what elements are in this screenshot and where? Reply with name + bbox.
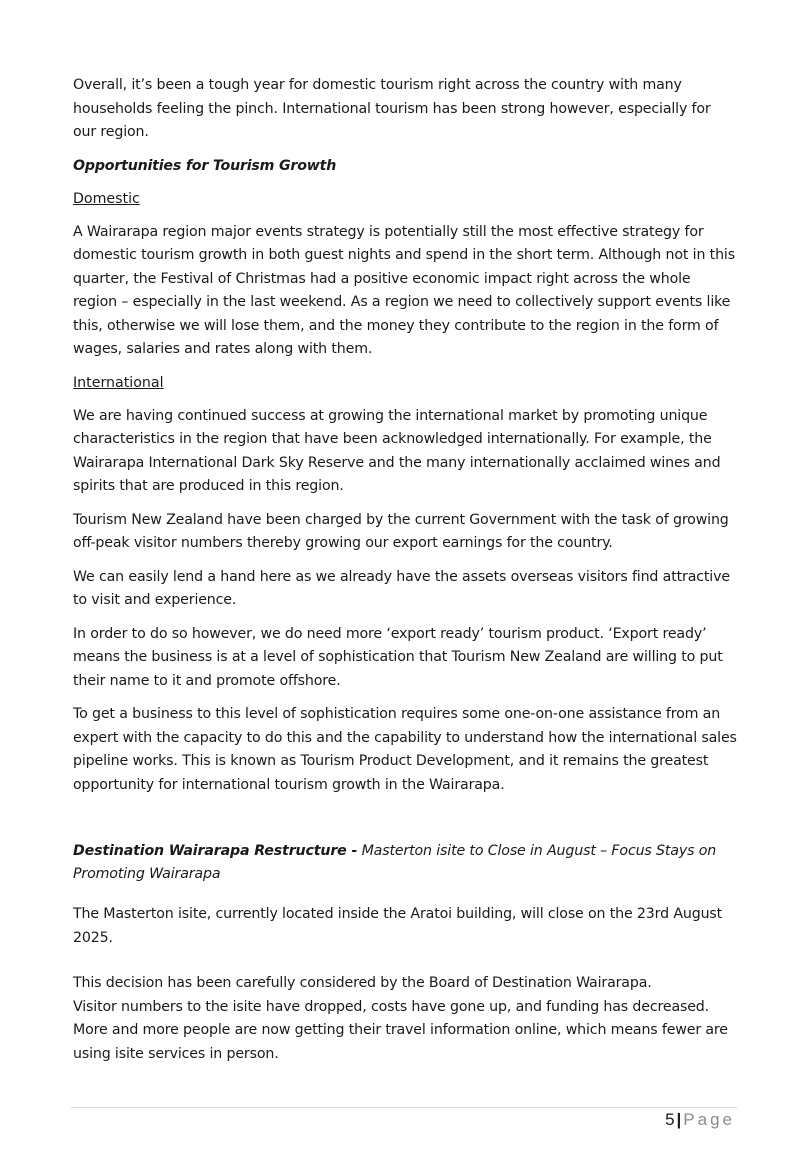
intro-paragraph: Overall, it’s been a tough year for domestic tourism right across the country with many households feeling the pinch. International tourism has been strong however, especially for our region. — [73, 77, 711, 140]
restructure-paragraph-2 — [73, 972, 737, 1066]
international-subheading: International — [73, 374, 164, 391]
restructure-paragraph-1: The Masterton isite, currently located inside the Aratoi building, will close on the 23rd August 2025. — [73, 906, 723, 946]
international-paragraph-5: To get a business to this level of sophistication requires some one-on-one assistance from an expert with the capacity to do this and the capability to understand how the international sales pipeline works. This is known as Tourism Product Development, and it remains the greatest opportunity for international tourism growth in the Wairarapa. — [73, 706, 737, 793]
restructure-heading — [73, 840, 737, 886]
international-paragraph-4: In order to do so however, we do need more ‘export ready’ tourism product. ‘Export ready’ means the business is at a level of sophistication that Tourism New Zealand are willing to put their name to it and promote offshore. — [73, 625, 723, 689]
footer-divider — [71, 1107, 737, 1108]
document-page — [73, 74, 737, 1076]
page-number: 5 — [665, 1110, 675, 1129]
footer-separator: | — [676, 1110, 682, 1129]
page-footer — [665, 1110, 735, 1130]
international-paragraph-3: We can easily lend a hand here as we already have the assets overseas visitors find attractive to visit and experience. — [73, 568, 730, 608]
domestic-subheading: Domestic — [73, 190, 140, 207]
domestic-paragraph: A Wairarapa region major events strategy is potentially still the most effective strategy for domestic tourism growth in both guest nights and spend in the short term. Although not in this quarter, the Festival of Christmas had a positive economic impact right across the whole region – especially in the last weekend. As a region we need to collectively support events like this, otherwise we will lose them, and the money they contribute to the region in the form of wages, salaries and rates along with them. — [73, 223, 735, 357]
opportunities-heading: Opportunities for Tourism Growth — [73, 157, 337, 174]
restructure-paragraph-2-line-2: Visitor numbers to the isite have dropped, costs have gone up, and funding has decreased. More and more people are now getting their travel information online, which means fewer are using isite services in person. — [73, 998, 728, 1062]
international-paragraph-2: Tourism New Zealand have been charged by the current Government with the task of growing off-peak visitor numbers thereby growing our export earnings for the country. — [73, 511, 729, 551]
restructure-heading-bold: Destination Wairarapa Restructure - — [73, 843, 358, 859]
restructure-heading-subtitle: Masterton isite to Close in August – Focus Stays on Promoting Wairarapa — [73, 843, 717, 882]
restructure-paragraph-2-line-1: This decision has been carefully considered by the Board of Destination Wairarapa. — [73, 975, 652, 991]
page-label: Page — [683, 1110, 735, 1129]
international-paragraph-1: We are having continued success at growing the international market by promoting unique characteristics in the region that have been acknowledged internationally. For example, the Wairarapa International Dark Sky Reserve and the many internationally acclaimed wines and spirits that are produced in this region. — [73, 407, 721, 494]
